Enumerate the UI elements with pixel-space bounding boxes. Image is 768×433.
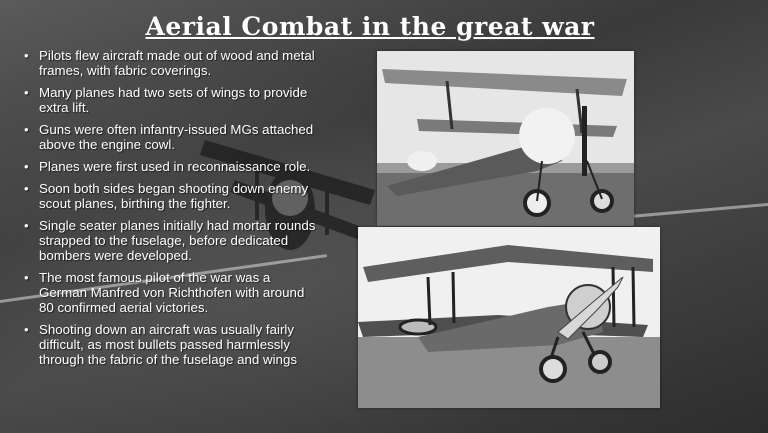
biplane-photo-icon — [358, 227, 660, 408]
bullet-text: Pilots flew aircraft made out of wood and metal frames, with fabric coverings. — [39, 48, 315, 78]
bullet-item — [22, 85, 322, 115]
slide-title: Aerial Combat in the great war — [145, 12, 595, 41]
bullet-icon: • — [24, 181, 29, 196]
bullet-icon: • — [24, 85, 29, 100]
background-streak — [630, 203, 768, 218]
bullet-icon: • — [24, 122, 29, 137]
biplane-photo-icon — [377, 51, 634, 226]
bullet-item — [22, 322, 322, 367]
bullet-text: Soon both sides began shooting down enemy scout planes, birthing the fighter. — [39, 181, 309, 211]
bullet-text: The most famous pilot of the war was a German Manfred von Richthofen with around 80 confirmed aerial victories. — [39, 270, 305, 315]
bullet-item — [22, 218, 322, 263]
bullet-text: Guns were often infantry-issued MGs attached above the engine cowl. — [39, 122, 314, 152]
bullet-icon: • — [24, 48, 29, 63]
biplane-photo-2 — [358, 227, 660, 408]
bullet-item — [22, 48, 322, 78]
bullet-item — [22, 270, 322, 315]
bullet-icon: • — [24, 270, 29, 285]
bullet-text: Single seater planes initially had mortar rounds strapped to the fuselage, before dedicated bombers were developed. — [39, 218, 316, 263]
bullet-icon: • — [24, 159, 29, 174]
bullet-icon: • — [24, 218, 29, 233]
bullet-text: Shooting down an aircraft was usually fairly difficult, as most bullets passed harmlessly through the fabric of the fuselage and wings — [39, 322, 297, 367]
bullet-list — [22, 48, 322, 374]
bullet-item — [22, 122, 322, 152]
bullet-item — [22, 159, 322, 174]
bullet-icon: • — [24, 322, 29, 337]
bullet-item — [22, 181, 322, 211]
biplane-photo-1 — [377, 51, 634, 226]
bullet-text: Many planes had two sets of wings to provide extra lift. — [39, 85, 308, 115]
bullet-text: Planes were first used in reconnaissance role. — [39, 159, 311, 174]
